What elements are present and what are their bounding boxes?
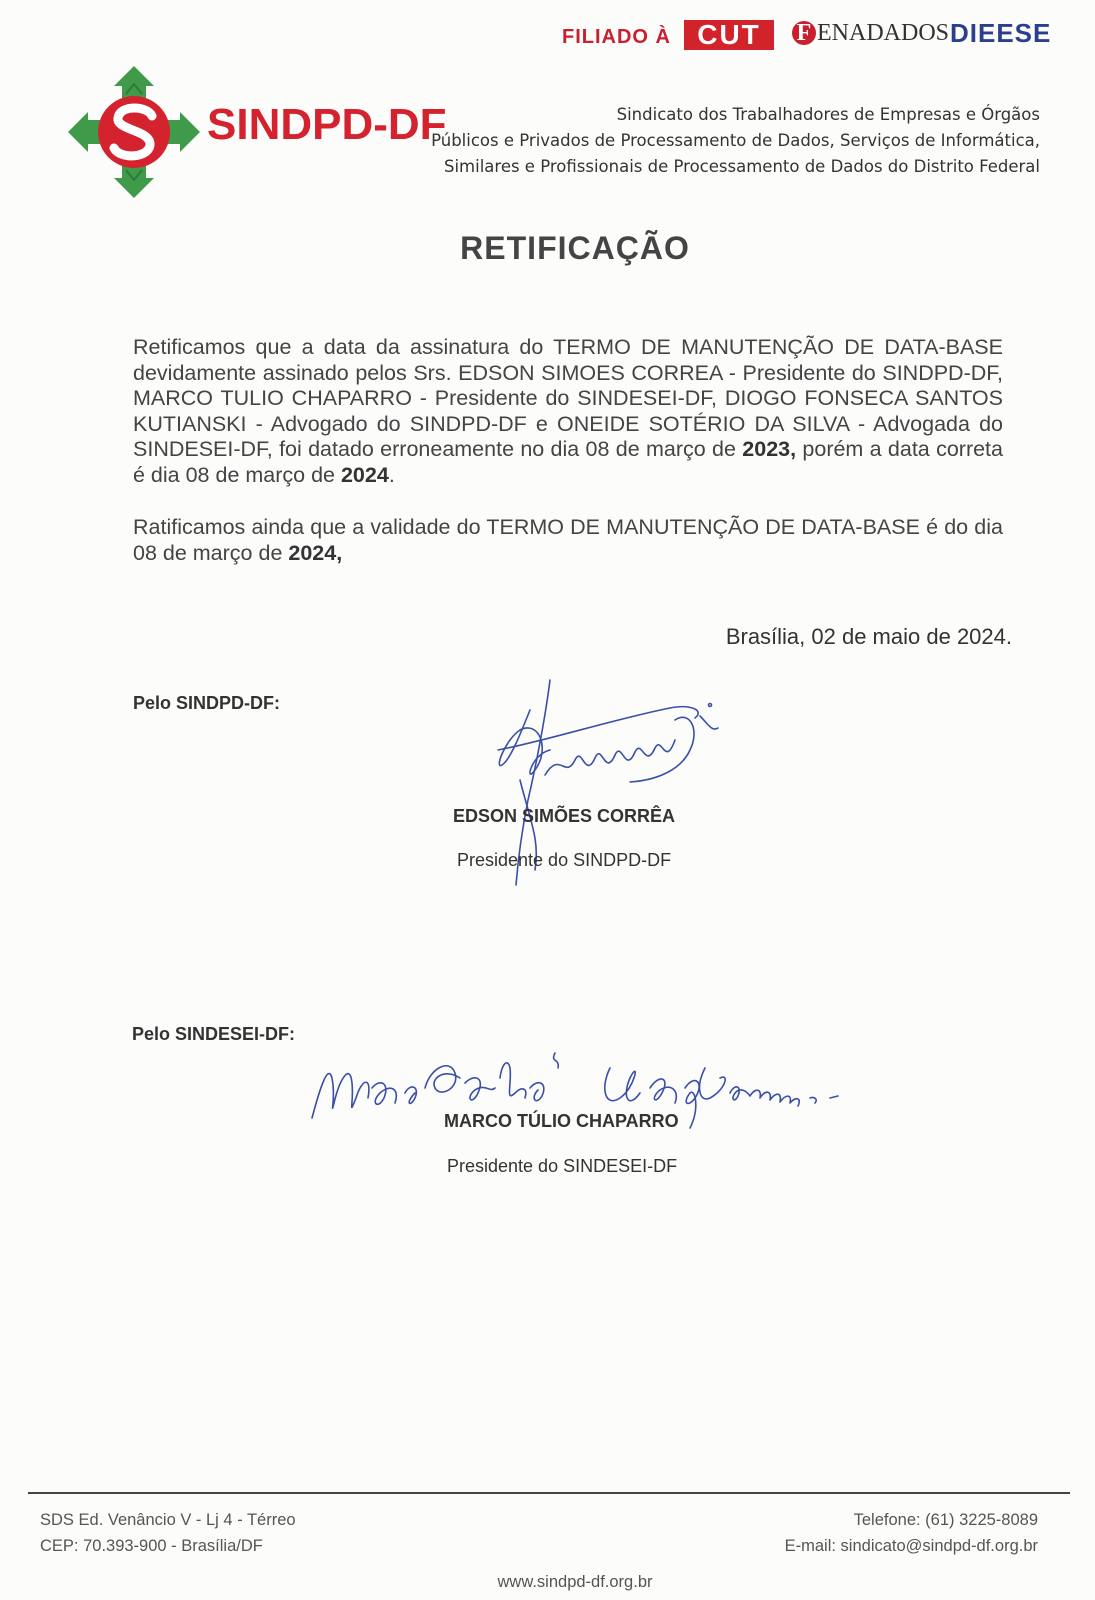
cut-logo: CUT xyxy=(684,20,774,50)
document-title: RETIFICAÇÃO xyxy=(460,230,690,266)
paragraph-text: Retificamos que a data da assinatura do TERMO DE MANUTENÇÃO DE DATA-BASE devidamente assinado pelos Srs. EDSON SIMOES CORREA - Presidente do SINDPD-DF, MARCO TULIO CHAPARRO - Presidente do SINDESEI-DF, DIOGO FONSECA SANTOS KUTIANSKI - Advogado do SINDPD-DF e ONEIDE SOTÉRIO DA SILVA - Advogada do SINDESEI-DF, foi datado erroneamente no dia 08 de março de xyxy=(133,335,1003,461)
signature-edson-icon xyxy=(490,680,750,910)
email-line: E-mail: sindicato@sindpd-df.org.br xyxy=(784,1537,1038,1555)
brand-name: SINDPD-DF xyxy=(207,100,447,149)
fenadados-f-mark: F xyxy=(792,21,816,45)
paragraph-ratification xyxy=(133,515,1003,566)
fenadados-logo xyxy=(792,20,949,47)
affiliation-label: FILIADO À xyxy=(562,26,671,48)
signatory-name: EDSON SIMÕES CORRÊA xyxy=(453,806,676,826)
footer-divider xyxy=(28,1492,1070,1494)
signatory-role: Presidente do SINDPD-DF xyxy=(457,850,672,870)
organization-subtitle xyxy=(431,102,1040,180)
paragraph-text: porém a data correta é dia 08 de março de xyxy=(133,437,1003,487)
footer-contact xyxy=(785,1507,1038,1559)
dieese-logo: DIEESE xyxy=(950,18,1052,48)
signatory-name: MARCO TÚLIO CHAPARRO xyxy=(444,1111,679,1131)
signatory-label: Pelo SINDESEI-DF: xyxy=(132,1024,296,1044)
signatory-label: Pelo SINDPD-DF: xyxy=(133,693,281,713)
paragraph-text: . xyxy=(388,462,395,487)
address-line: SDS Ed. Venâncio V - Lj 4 - Térreo xyxy=(40,1511,296,1529)
date-line: Brasília, 02 de maio de 2024. xyxy=(725,624,1012,649)
website-link[interactable]: www.sindpd-df.org.br xyxy=(497,1573,653,1591)
paragraph-text: Ratificamos ainda que a validade do TERMO DE MANUTENÇÃO DE DATA-BASE é do dia 08 de março de xyxy=(133,515,1003,565)
subtitle-line: Similares e Profissionais de Processamento de Dados do Distrito Federal xyxy=(443,157,1040,176)
validity-year: 2024, xyxy=(288,540,343,565)
correct-year: 2024 xyxy=(340,462,389,487)
footer-address xyxy=(40,1507,296,1559)
wrong-year: 2023, xyxy=(742,437,797,461)
subtitle-line: Sindicato dos Trabalhadores de Empresas e Órgãos xyxy=(616,105,1040,124)
subtitle-line: Públicos e Privados de Processamento de Dados, Serviços de Informática, xyxy=(431,131,1040,150)
fenadados-text: ENADADOS xyxy=(817,20,949,46)
cep-line: CEP: 70.393-900 - Brasília/DF xyxy=(40,1537,263,1555)
phone-line: Telefone: (61) 3225-8089 xyxy=(853,1511,1038,1529)
sindpd-logo-icon xyxy=(66,64,202,200)
paragraph-rectification xyxy=(133,335,1003,488)
signatory-role: Presidente do SINDESEI-DF xyxy=(447,1156,678,1176)
